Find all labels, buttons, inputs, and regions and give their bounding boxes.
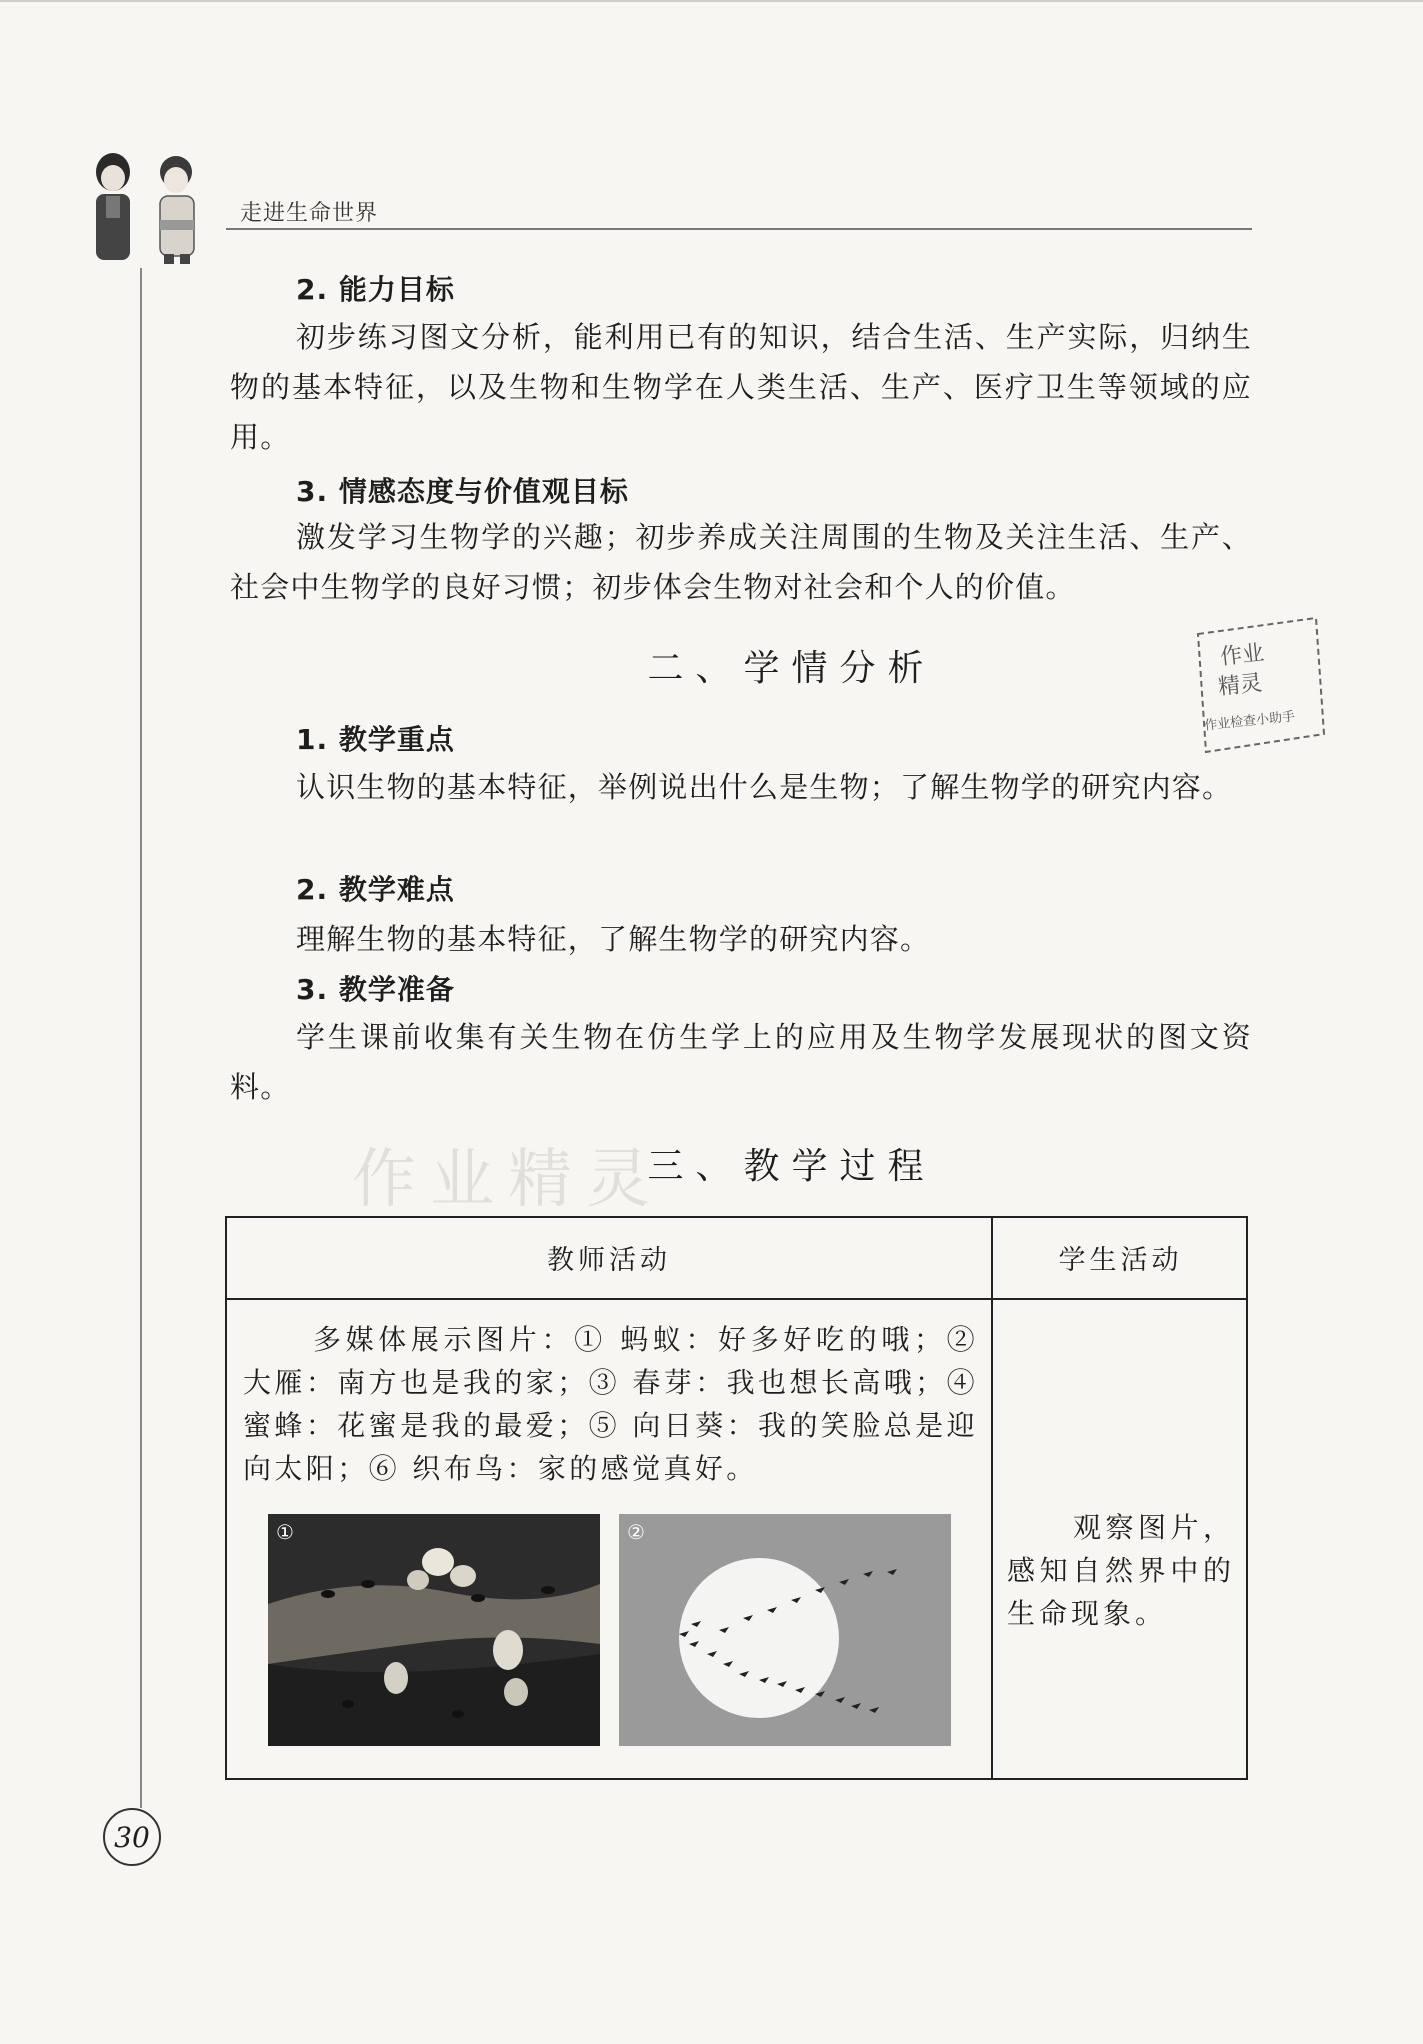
emotion-text: 激发学习生物学的兴趣；初步养成关注周围的生物及关注生活、生产、社会中生物学的良好习惯；初步体会生物对社会和个人的价值。: [230, 520, 1252, 604]
key-point-heading: 1. 教学重点: [296, 723, 455, 756]
page-number: 30: [103, 1808, 161, 1866]
student-activity-text: 观察图片，感知自然界中的生命现象。: [1007, 1511, 1235, 1630]
stamp-line3: 作业检查小助手: [1203, 709, 1296, 734]
photo-ants: [268, 1514, 600, 1746]
ability-text: 初步练习图文分析，能利用已有的知识，结合生活、生产实际，归纳生物的基本特征，以及生物和生物学在人类生活、生产、医疗卫生等领域的应用。: [230, 320, 1252, 454]
table-column-divider: [991, 1218, 993, 1778]
header-rule: [226, 228, 1252, 230]
ants-image-icon: [268, 1514, 600, 1746]
stamp-line2: 精灵: [1217, 670, 1264, 701]
photo2-label: ②: [627, 1520, 645, 1544]
header-illustration-icon: [78, 150, 218, 266]
emotion-heading: 3. 情感态度与价值观目标: [296, 475, 629, 508]
difficulty-text: 理解生物的基本特征，了解生物学的研究内容。: [296, 922, 931, 956]
photo1-label: ①: [276, 1520, 294, 1544]
analysis-title: 二、学情分析: [647, 648, 936, 689]
photo-geese: [619, 1514, 951, 1746]
teacher-activity-text: 多媒体展示图片：① 蚂蚁：好多好吃的哦；② 大雁：南方也是我的家；③ 春芽：我也想长高哦；④ 蜜蜂：花蜜是我的最爱；⑤ 向日葵：我的笑脸总是迎向太阳；⑥ 织布鸟：家的感觉真好。: [243, 1323, 978, 1485]
process-title: 三、教学过程: [647, 1146, 936, 1187]
geese-image-icon: [619, 1514, 951, 1746]
difficulty-heading: 2. 教学难点: [296, 873, 455, 906]
stamp-line1: 作业: [1219, 640, 1266, 671]
watermark-text: 作业精灵: [352, 1143, 664, 1217]
process-table: [225, 1216, 1248, 1780]
preparation-heading: 3. 教学准备: [296, 973, 455, 1006]
table-header-student: 学生活动: [1058, 1245, 1183, 1276]
margin-rule: [140, 268, 142, 1808]
key-point-text: 认识生物的基本特征，举例说出什么是生物；了解生物学的研究内容。: [296, 770, 1233, 804]
table-header-teacher: 教师活动: [547, 1245, 671, 1276]
ability-heading: 2. 能力目标: [296, 273, 455, 306]
table-row-divider: [227, 1298, 1246, 1300]
preparation-text: 学生课前收集有关生物在仿生学上的应用及生物学发展现状的图文资料。: [230, 1020, 1252, 1104]
header-title: 走进生命世界: [240, 201, 379, 226]
